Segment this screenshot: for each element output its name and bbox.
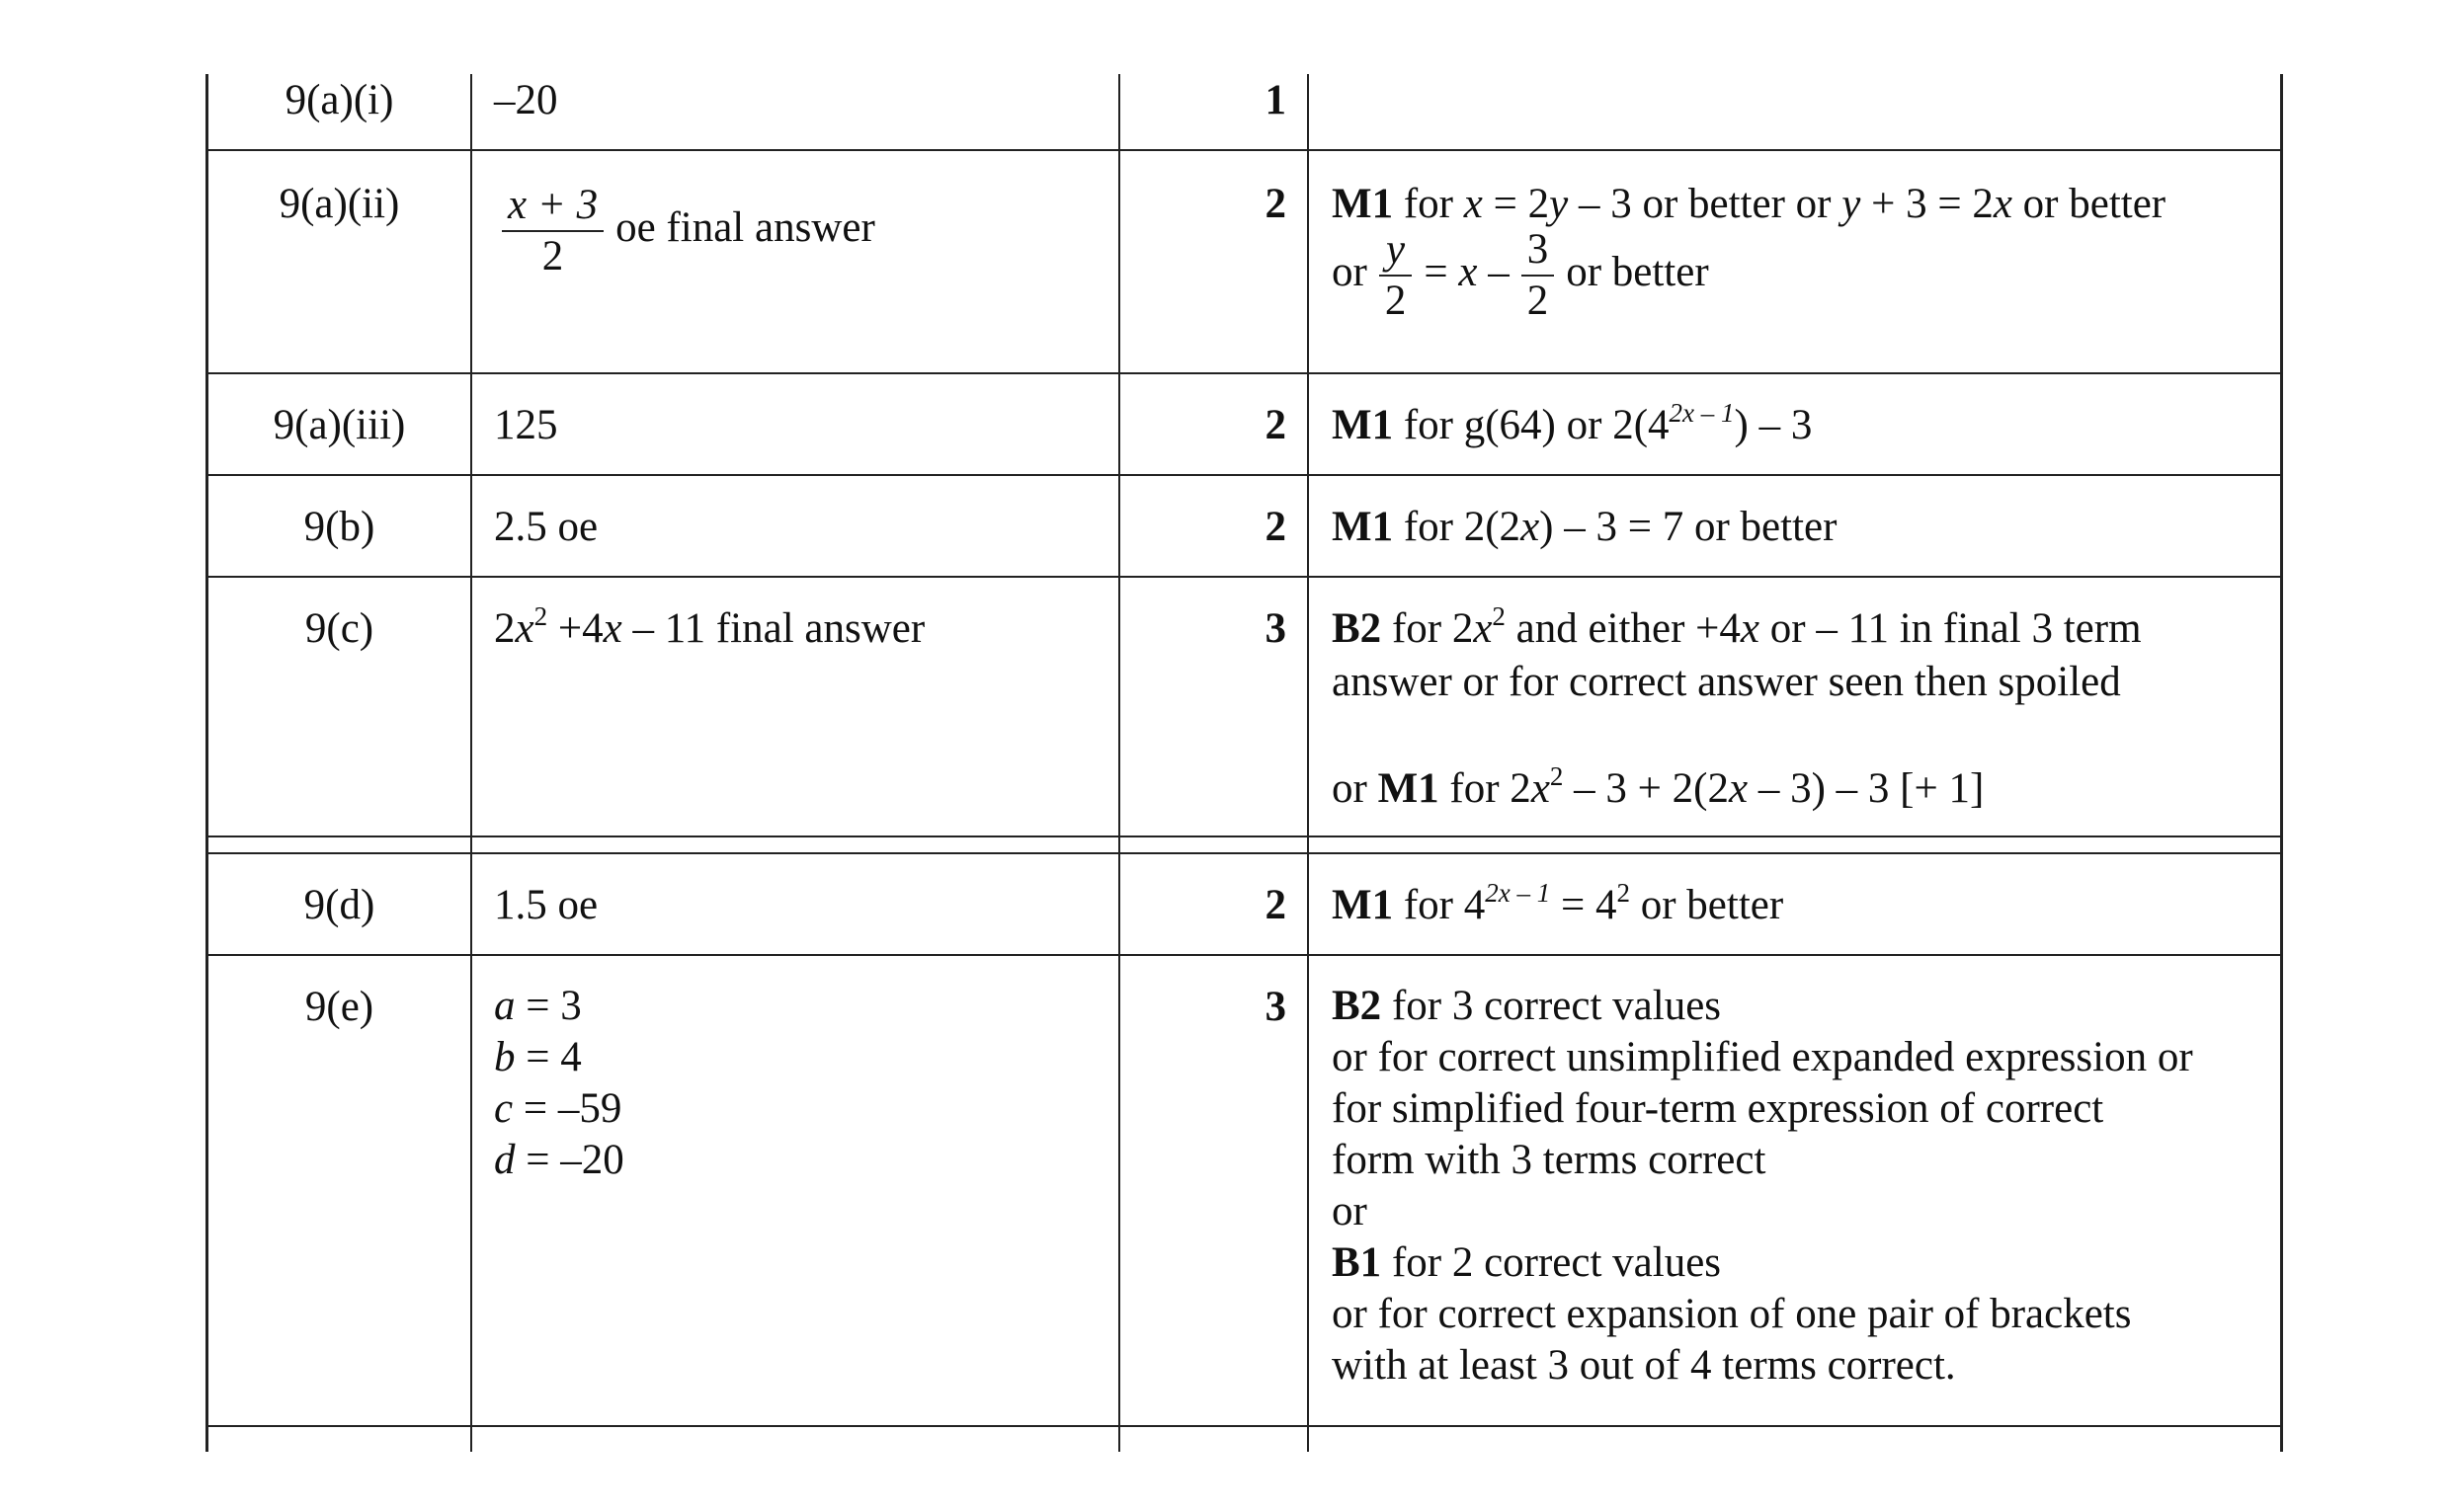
guidance-cell — [1332, 178, 2165, 326]
guidance-line: or for correct expansion of one pair of brackets — [1332, 1291, 2132, 1337]
guidance-fraction: $\frac{3}{2}$ — [1521, 225, 1555, 326]
fraction-numerator: x + 3 — [508, 182, 599, 228]
exponent: 2x – 1 — [1669, 398, 1735, 428]
row-rule — [205, 372, 2283, 374]
question-number: 9(e) — [304, 984, 374, 1030]
row-rule — [205, 954, 2283, 956]
question-number: 9(a)(iii) — [273, 402, 406, 448]
guidance-line: answer or for correct answer seen then spoiled — [1332, 659, 2121, 705]
guidance-fraction: $\frac{y}{2}$ — [1379, 225, 1413, 326]
guidance-line: B2 for $2x^2$ and either +4x or – 11 in final 3 term — [1332, 601, 2142, 652]
column-rule — [1307, 74, 1309, 1452]
exponent: 2 — [533, 601, 548, 631]
mark-code: M1 — [1377, 765, 1439, 812]
answer-cell — [494, 981, 624, 1186]
marks-cell: 2 — [1265, 402, 1286, 448]
answer-cell: 1.5 oe — [494, 882, 599, 928]
guidance-line: M1 for x = 2y – 3 or better or y + 3 = 2x or better — [1332, 181, 2166, 227]
marks-cell: 2 — [1265, 882, 1286, 928]
question-number: 9(a)(i) — [285, 77, 394, 123]
guidance-line: with at least 3 out of 4 terms correct. — [1332, 1342, 1956, 1389]
guidance-line: or — [1332, 1188, 1367, 1234]
exponent: 2x – 1 — [1485, 878, 1551, 908]
mark-code: B1 — [1332, 1239, 1382, 1286]
answer-cell: $2x^2 +4x - 11$ final answer — [494, 601, 926, 652]
answer-cell: 125 — [494, 402, 558, 448]
answer-cell: –20 — [494, 77, 558, 123]
question-number: 9(a)(ii) — [279, 181, 400, 227]
marks-cell: 2 — [1265, 504, 1286, 550]
question-number: 9(b) — [303, 504, 375, 550]
answer-line: c = –59 — [494, 1085, 622, 1132]
row-rule — [205, 1425, 2283, 1427]
row-rule — [205, 576, 2283, 578]
guidance-line: for simplified four-term expression of correct — [1332, 1085, 2104, 1132]
column-rule — [205, 74, 208, 1452]
mark-code: B2 — [1332, 983, 1382, 1029]
guidance-line: or for correct unsimplified expanded expression or — [1332, 1034, 2193, 1080]
guidance-cell — [1332, 602, 2142, 816]
question-number: 9(c) — [304, 605, 374, 652]
row-rule — [205, 836, 2283, 837]
guidance-cell — [1332, 981, 2193, 1392]
mark-code: M1 — [1332, 181, 1394, 227]
answer-cell: 2.5 oe — [494, 504, 599, 550]
guidance-cell: M1 for g(64) or $2(4^{2x - 1}) - 3$ — [1332, 398, 1813, 448]
marks-cell: 3 — [1265, 605, 1286, 652]
answer-line: b = 4 — [494, 1034, 582, 1080]
column-rule — [470, 74, 472, 1452]
guidance-cell: M1 for $4^{2x - 1} = 4^2$ or better — [1332, 878, 1784, 928]
guidance-line: or $\frac{y}{2}$ = x – $\frac{3}{2}$ or better — [1332, 226, 1709, 324]
answer-line: d = –20 — [494, 1137, 624, 1183]
question-number: 9(d) — [303, 882, 375, 928]
row-rule — [205, 474, 2283, 476]
guidance-line: B1 for 2 correct values — [1332, 1239, 1722, 1286]
mark-code: M1 — [1332, 882, 1394, 928]
marks-cell: 3 — [1265, 984, 1286, 1030]
answer-cell — [490, 181, 875, 281]
guidance-line: or M1 for $2x^2 - 3 + 2(2x - 3) - 3$ [+ 1] — [1332, 761, 1985, 812]
fraction-denominator: 2 — [502, 230, 604, 281]
mark-code: M1 — [1332, 504, 1394, 550]
answer-text: oe final answer — [615, 203, 875, 251]
column-rule — [1118, 74, 1120, 1452]
answer-fraction — [502, 181, 604, 281]
marks-cell: 2 — [1265, 181, 1286, 227]
row-rule — [205, 852, 2283, 854]
column-rule — [2280, 74, 2283, 1452]
mark-code: M1 — [1332, 402, 1394, 448]
guidance-cell: M1 for 2(2x) – 3 = 7 or better — [1332, 504, 1838, 550]
row-rule — [205, 149, 2283, 151]
answer-line: a = 3 — [494, 983, 582, 1029]
exponent: 2 — [1616, 878, 1630, 908]
mark-code: B2 — [1332, 605, 1382, 652]
guidance-line: form with 3 terms correct — [1332, 1137, 1766, 1183]
marks-cell: 1 — [1265, 77, 1286, 123]
guidance-line: B2 for 3 correct values — [1332, 983, 1722, 1029]
